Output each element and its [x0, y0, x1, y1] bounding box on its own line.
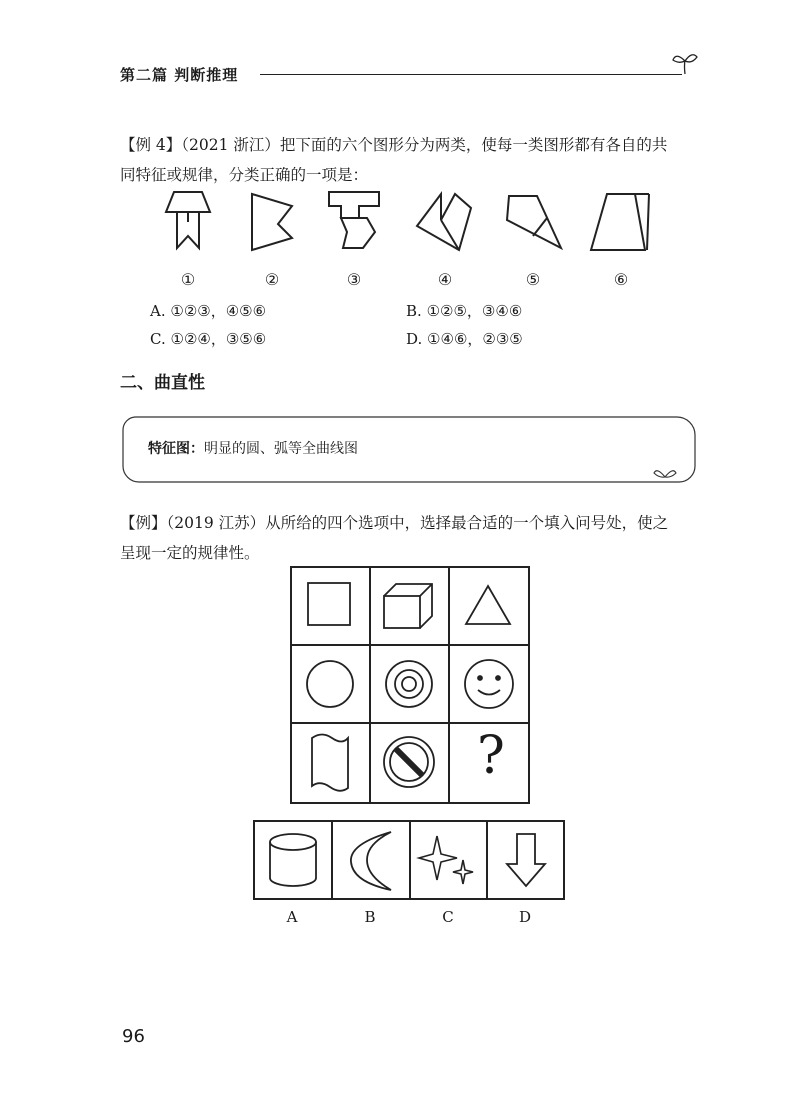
example-question-line1: 从所给的四个选项中，选择最合适的一个填入问号处，使之	[265, 514, 669, 532]
example4-label: 【例 4】	[120, 136, 182, 154]
page-number: 96	[122, 1026, 145, 1047]
choice-d-arrow	[507, 834, 545, 886]
example4-question-line2: 同特征或规律，分类正确的一项是：	[120, 166, 369, 184]
figure-label: ②	[264, 270, 280, 289]
choice-b-crescent	[351, 832, 391, 890]
option-d[interactable]	[406, 328, 523, 349]
example4-question	[120, 130, 700, 190]
option-letter: B.	[406, 302, 422, 320]
option-text: ①②④，③⑤⑥	[170, 330, 267, 348]
cell-triangle	[466, 586, 510, 624]
question-mark: ?	[477, 726, 505, 786]
choice-letter: D	[518, 908, 532, 926]
figure-2	[248, 190, 298, 254]
cell-flag	[312, 735, 348, 791]
choice-letter: A	[286, 908, 298, 926]
figure-1	[163, 190, 213, 254]
figure-label: ③	[346, 270, 362, 289]
figure-5	[501, 190, 563, 254]
leaf-icon	[652, 466, 678, 480]
sprout-icon	[670, 48, 700, 78]
option-text: ①②③，④⑤⑥	[170, 302, 267, 320]
figure-3	[327, 190, 383, 254]
option-a[interactable]	[150, 300, 266, 321]
option-letter: A.	[150, 302, 166, 320]
choice-c-stars	[419, 836, 473, 884]
callout-label: 特征图：	[148, 441, 204, 457]
cell-rings	[386, 661, 432, 707]
header-rule	[260, 74, 682, 75]
callout-body: 明显的圆、弧等全曲线图	[204, 441, 358, 457]
option-letter: D.	[406, 330, 423, 348]
example-question	[120, 508, 700, 568]
figure-label: ④	[437, 270, 453, 289]
section-title: 二、曲直性	[120, 373, 205, 393]
choice-letter: B	[364, 908, 376, 926]
cell-cube	[384, 584, 432, 628]
example-source: （2019 江苏）	[166, 514, 266, 532]
choice-letter: C	[442, 908, 454, 926]
figure-6	[589, 190, 653, 254]
option-letter: C.	[150, 330, 166, 348]
callout-text	[148, 438, 358, 458]
cell-no-sign	[384, 737, 434, 787]
figure-label: ①	[180, 270, 196, 289]
choice-a-cylinder	[270, 834, 316, 886]
option-text: ①②⑤，③④⑥	[426, 302, 523, 320]
option-b[interactable]	[406, 300, 522, 321]
choice-strip	[253, 820, 567, 902]
example-question-line2: 呈现一定的规律性。	[120, 544, 260, 562]
option-text: ①④⑥，②③⑤	[427, 330, 523, 348]
running-header: 第二篇 判断推理	[120, 66, 239, 84]
figure-label: ⑥	[613, 270, 629, 289]
figure-4	[413, 190, 475, 254]
example-label: 【例】	[120, 514, 167, 532]
cell-smiley	[465, 660, 513, 708]
example4-question-line1: 把下面的六个图形分为两类，使每一类图形都有各自的共	[279, 136, 668, 154]
option-c[interactable]	[150, 328, 266, 349]
example4-source: （2021 浙江）	[181, 136, 280, 154]
cell-circle	[307, 661, 353, 707]
cell-square	[308, 583, 350, 625]
figure-label: ⑤	[525, 270, 541, 289]
